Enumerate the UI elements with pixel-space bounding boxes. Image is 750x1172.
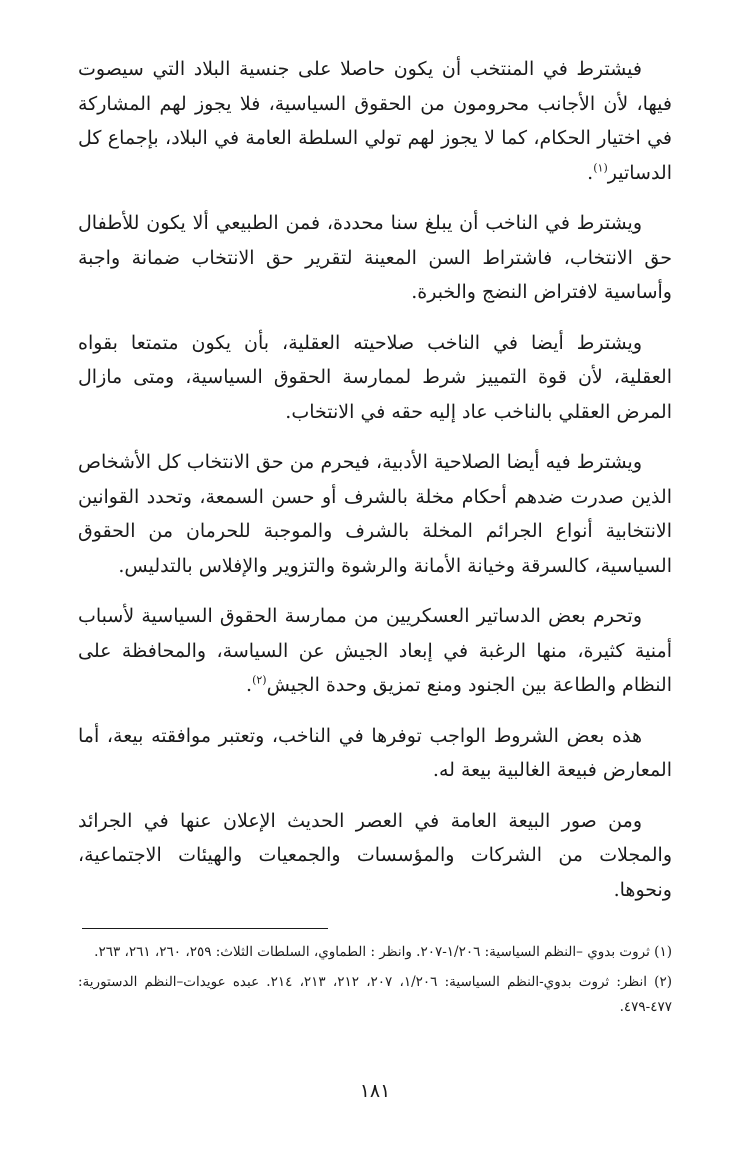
body-text — [78, 52, 672, 923]
footnotes — [78, 940, 672, 1025]
footnote-marker-1: (١) — [654, 944, 672, 960]
footnote-ref-1[interactable]: (١) — [593, 161, 608, 175]
footnote-divider — [82, 928, 328, 929]
footnote-text-1: ثروت بدوي –النظم السياسية: ١/٢٠٦-٢٠٧. وانظر : الطماوي، السلطات الثلاث: ٢٥٩، ٢٦٠، ٢٦١، ٢٦٣. — [94, 944, 650, 960]
paragraph-4: ويشترط فيه أيضا الصلاحية الأدبية، فيحرم من حق الانتخاب كل الأشخاص الذين صدرت ضدهم أحكام مخلة بالشرف أو حسن السمعة، وتحدد القوانين الانتخابية أنواع الجرائم المخلة بالشرف والموجبة للحرمان من الحقوق السياسية، كالسرقة وخيانة الأمانة والرشوة والتزوير والإفلاس بالتدليس. — [78, 451, 672, 577]
footnote-text-2: انظر: ثروت بدوي-النظم السياسية: ١/٢٠٦، ٢٠٧، ٢١٢، ٢١٣، ٢١٤. عبده عويدات–النظم الدستورية: ٤٧٧-٤٧٩. — [78, 974, 672, 1015]
paragraph-3: ويشترط أيضا في الناخب صلاحيته العقلية، بأن يكون متمتعا بقواه العقلية، لأن قوة التمييز شرط لممارسة الحقوق السياسية، ومتى مازال المرض العقلي بالناخب عاد إليه حقه في الانتخاب. — [78, 331, 672, 423]
paragraph-2: ويشترط في الناخب أن يبلغ سنا محددة، فمن الطبيعي ألا يكون للأطفال حق الانتخاب، فاشتراط السن المعينة لتقرير حق الانتخاب ضمانة واجبة وأساسية لافتراض النضج والخبرة. — [78, 212, 672, 303]
paragraph-6: هذه بعض الشروط الواجب توفرها في الناخب، وتعتبر موافقته بيعة، أما المعارض فبيعة الغالبية بيعة له. — [78, 724, 672, 781]
page-number: ١٨١ — [359, 1080, 391, 1102]
footnote-1 — [78, 940, 672, 965]
paragraph-5: وتحرم بعض الدساتير العسكريين من ممارسة الحقوق السياسية لأسباب أمنية كثيرة، منها الرغبة في إبعاد الجيش عن السياسة، والمحافظة على النظام والطاعة بين الجنود ومنع تمزيق وحدة الجيش$^{(٢)}$. — [78, 605, 672, 696]
paragraph-1: فيشترط في المنتخب أن يكون حاصلا على جنسية البلاد التي سيصوت فيها، لأن الأجانب محرومون من الحقوق السياسية، فلا يجوز لهم المشاركة في اختيار الحكام، كما لا يجوز لهم تولي السلطة العامة في البلاد، بإجماع كل الدساتير$^{(١)}$. — [78, 58, 672, 184]
footnote-marker-2: (٢) — [654, 974, 672, 990]
footnote-2 — [78, 970, 672, 1020]
footnote-ref-2[interactable]: (٢) — [252, 673, 267, 687]
paragraph-7: ومن صور البيعة العامة في العصر الحديث الإعلان عنها في الجرائد والمجلات من الشركات والمؤسسات والجمعيات والهيئات الاجتماعية، ونحوها. — [78, 809, 672, 901]
